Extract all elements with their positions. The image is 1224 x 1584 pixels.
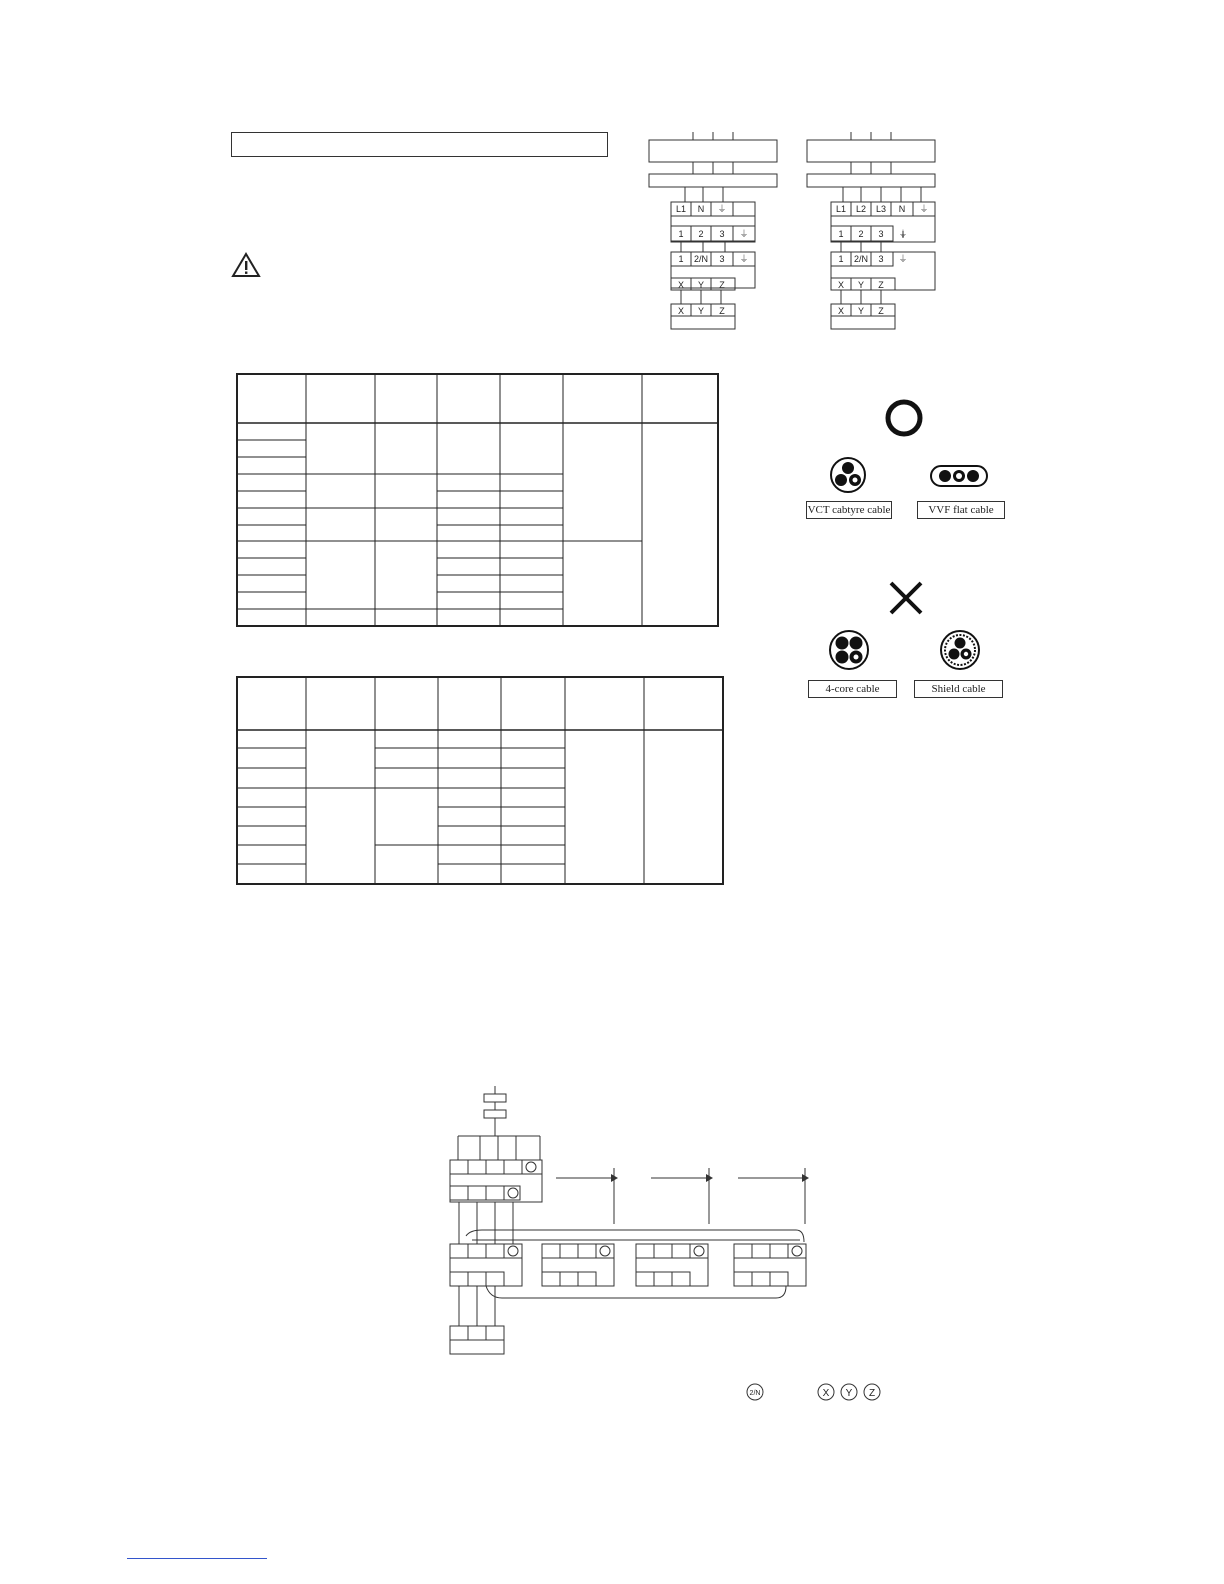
ng-cross-icon: [887, 580, 925, 616]
term-L3: L3: [875, 204, 887, 214]
term-x: X: [837, 306, 845, 316]
term-1: 1: [838, 254, 844, 264]
term-y: Y: [857, 306, 865, 316]
term-z: Z: [719, 306, 725, 316]
term-N: N: [697, 204, 705, 214]
legend-y: Y: [845, 1388, 853, 1399]
term-L1: L1: [675, 204, 687, 214]
legend-x: X: [822, 1388, 830, 1399]
term-2: 2: [858, 229, 864, 239]
term-ground: ⏚: [739, 229, 749, 239]
legend-2n: 2/N: [749, 1390, 761, 1397]
4-core-cable-label: 4-core cable: [808, 680, 897, 698]
term-2n: 2/N: [693, 254, 709, 264]
shield-cable-label: Shield cable: [914, 680, 1003, 698]
wiring-table-2: [236, 676, 725, 886]
term-L2: L2: [855, 204, 867, 214]
term-3: 3: [719, 229, 725, 239]
term-3: 3: [719, 254, 725, 264]
term-ground: ⏚: [898, 254, 908, 264]
term-y: Y: [697, 280, 705, 290]
term-3: 3: [878, 229, 884, 239]
term-1: 1: [678, 229, 684, 239]
term-2: 2: [698, 229, 704, 239]
vvf-cable-label: VVF flat cable: [917, 501, 1005, 519]
term-3: 3: [878, 254, 884, 264]
vct-cable-label: VCT cabtyre cable: [806, 501, 892, 519]
term-ground: ⏚: [717, 204, 727, 214]
term-x: X: [677, 306, 685, 316]
vvf-flat-cable-icon: [929, 464, 989, 488]
term-2n: 2/N: [853, 254, 869, 264]
term-ground: ⏚: [739, 254, 749, 264]
term-z: Z: [878, 306, 884, 316]
vct-cable-icon: [829, 456, 867, 494]
term-y: Y: [697, 306, 705, 316]
4-core-cable-icon: [828, 629, 870, 671]
term-z: Z: [719, 280, 725, 290]
term-x: X: [837, 280, 845, 290]
term-x: X: [677, 280, 685, 290]
term-1: 1: [838, 229, 844, 239]
footer-link-underline[interactable]: [127, 1558, 267, 1559]
legend-z: Z: [868, 1388, 876, 1399]
wiring-diagram-1phase: [645, 128, 780, 333]
term-ground: ⏚: [898, 229, 908, 239]
wiring-table-1: [236, 373, 720, 628]
term-z: Z: [878, 280, 884, 290]
term-1: 1: [678, 254, 684, 264]
term-y: Y: [857, 280, 865, 290]
shield-cable-icon: [939, 629, 981, 671]
ok-circle-icon: [884, 398, 924, 438]
warning-icon: [231, 252, 261, 278]
multi-unit-wiring-diagram: [446, 1086, 816, 1361]
section-title-box: [231, 132, 608, 157]
term-N: N: [898, 204, 906, 214]
terminal-legend: [744, 1381, 884, 1403]
term-ground: ⏚: [919, 204, 929, 214]
term-L1: L1: [835, 204, 847, 214]
wiring-diagram-3phase: [803, 128, 943, 333]
